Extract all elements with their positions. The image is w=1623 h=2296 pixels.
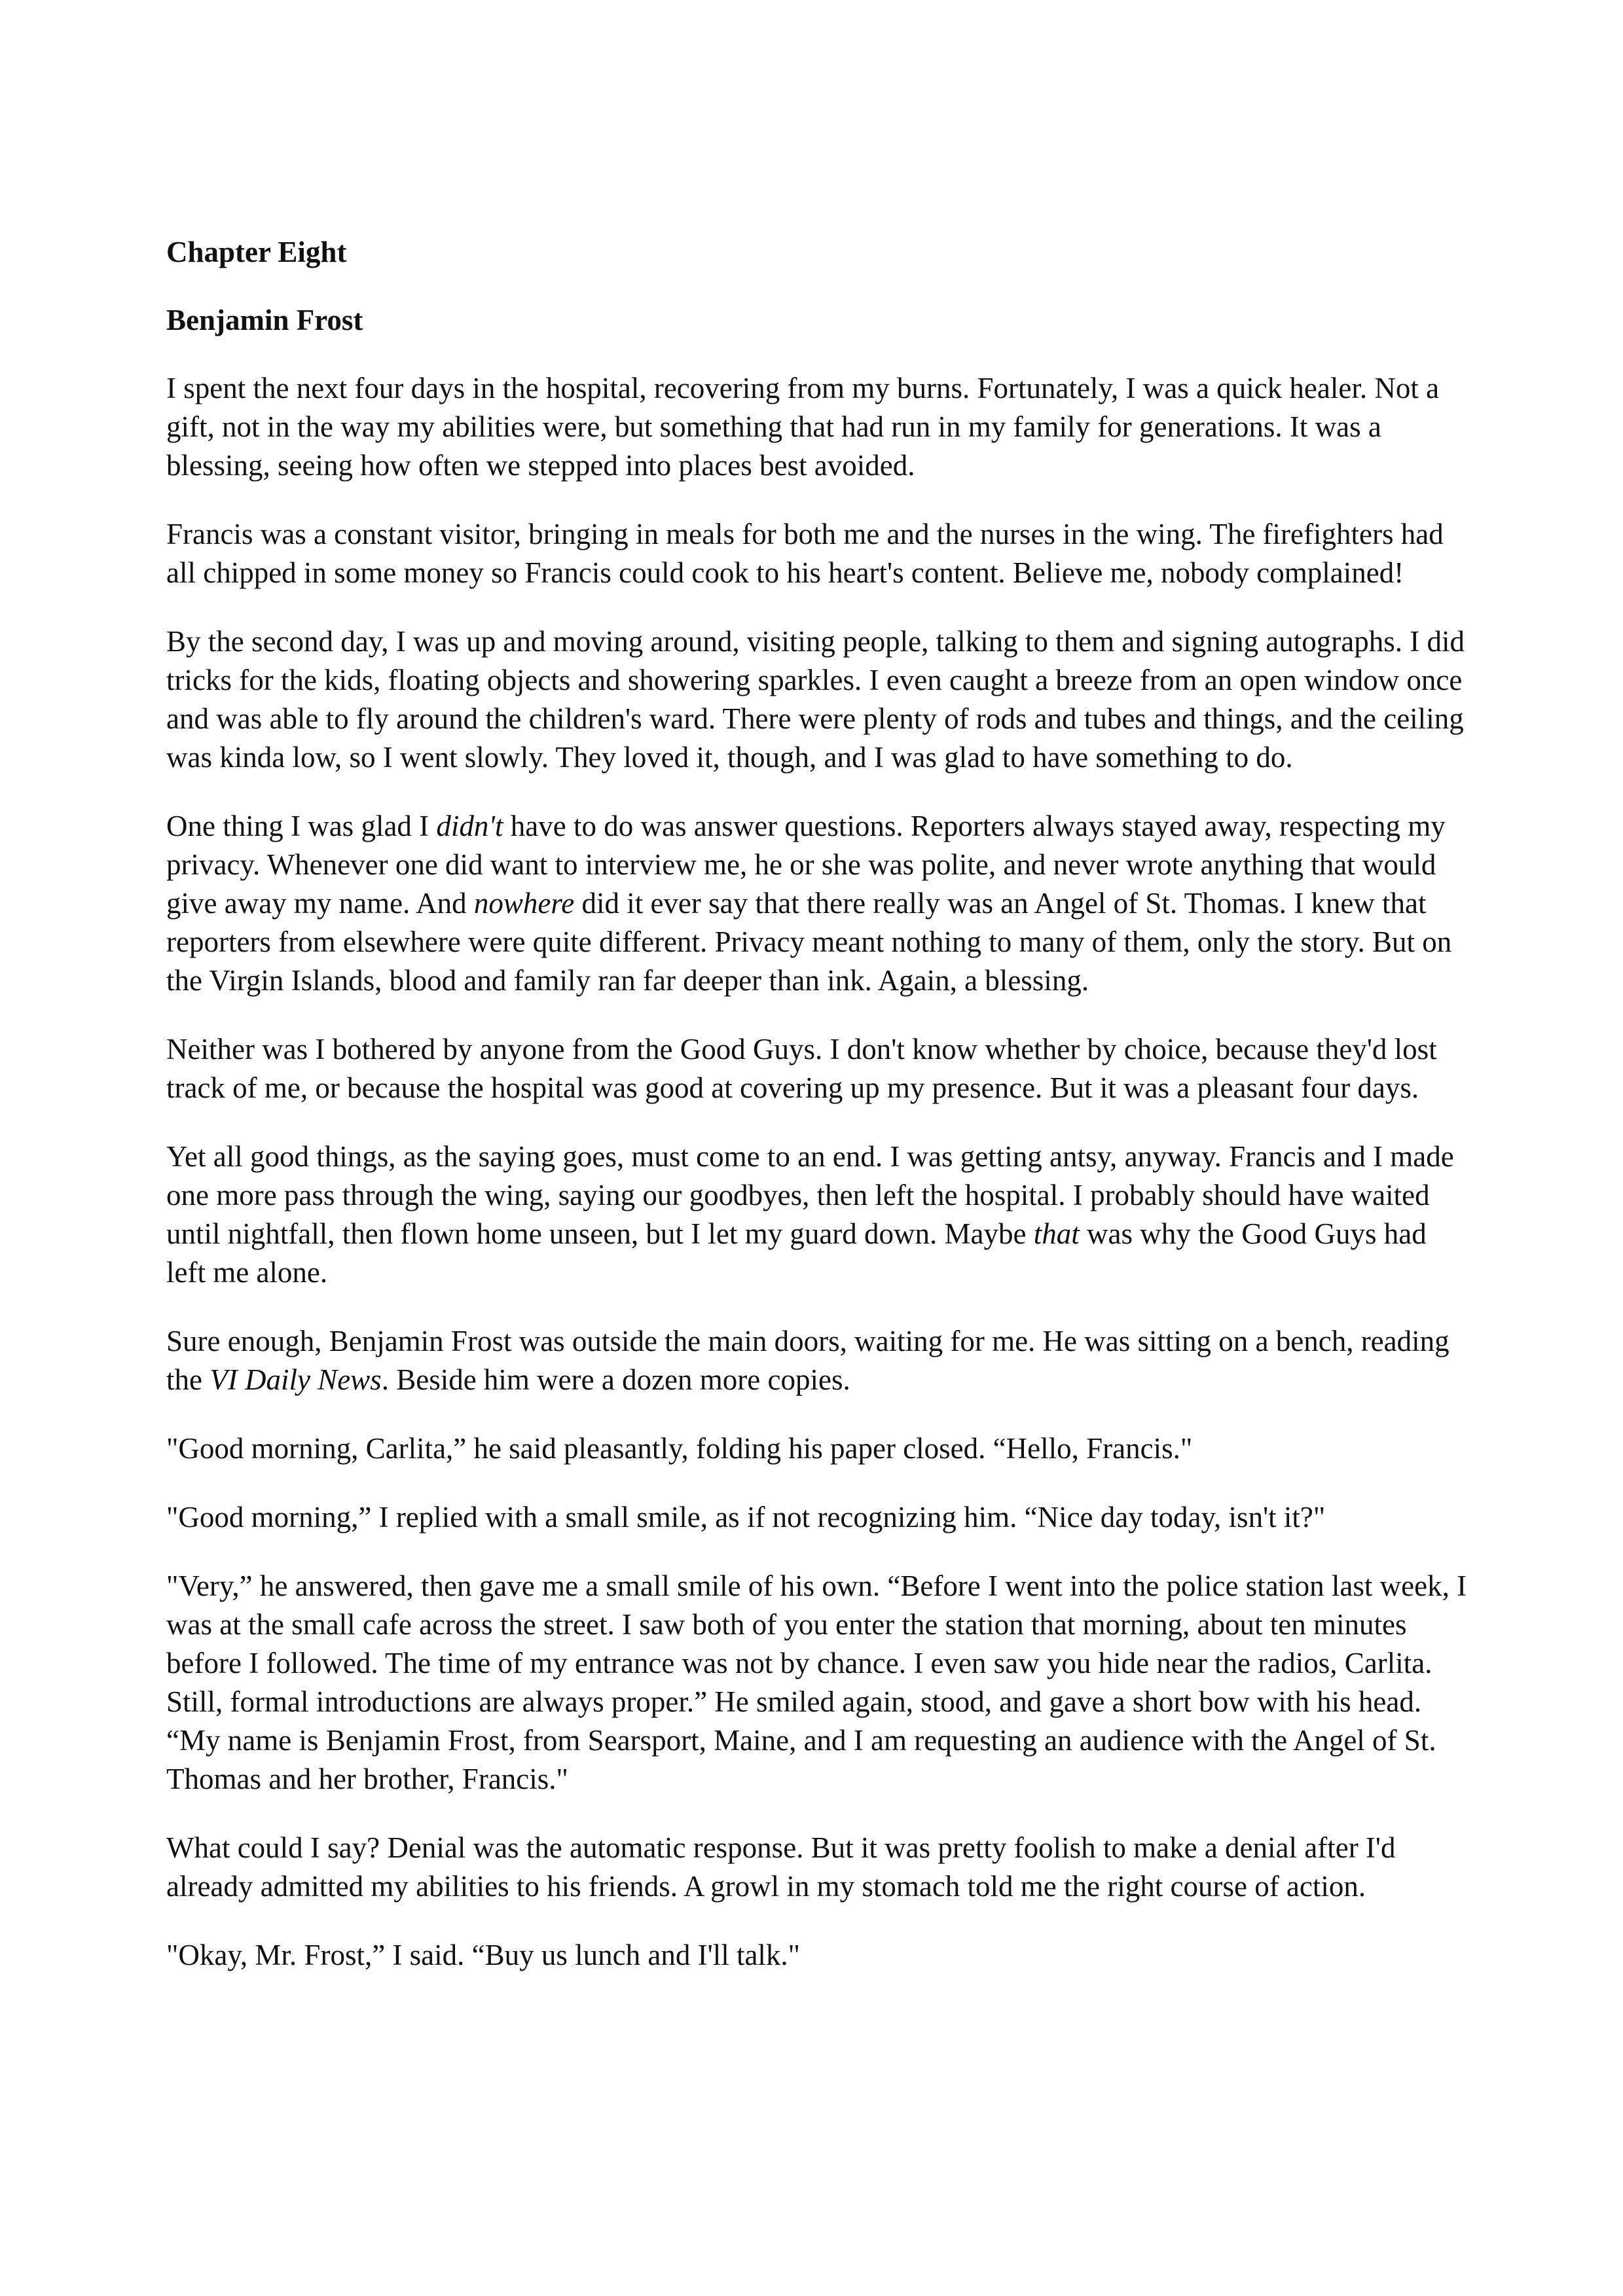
text-run: have to do was answer questions. Reporters always stayed away, respecting my privacy. Whenever one did want to interview me, he or she was polite, and never wrote anything that would give away my name. And	[166, 810, 1446, 920]
text-run: What could I say? Denial was the automatic response. But it was pretty foolish to make a denial after I'd already admitted my abilities to his friends. A growl in my stomach told me the right course of action.	[166, 1831, 1396, 1903]
text-run: "Very,” he answered, then gave me a small smile of his own. “Before I went into the police station last week, I was at the small cafe across the street. I saw both of you enter the station that morning, about ten minutes before I followed. The time of my entrance was not by chance. I even saw you hide near the radios, Carlita. Still, formal introductions are always proper.” He smiled again, stood, and gave a short bow with his head. “My name is Benjamin Frost, from Searsport, Maine, and I am requesting an audience with the Angel of St. Thomas and her brother, Francis."	[166, 1570, 1467, 1795]
body-paragraph	[166, 807, 1469, 1000]
text-run: "Good morning, Carlita,” he said pleasantly, folding his paper closed. “Hello, Francis."	[166, 1432, 1193, 1465]
italic-text: didn't	[436, 810, 503, 842]
body-paragraph	[166, 1936, 1469, 1975]
italic-text: that	[1033, 1217, 1080, 1250]
text-run: By the second day, I was up and moving around, visiting people, talking to them and signing autographs. I did tricks for the kids, floating objects and showering sparkles. I even caught a breeze from an open window once and was able to fly around the children's ward. There were plenty of rods and tubes and things, and the ceiling was kinda low, so I went slowly. They loved it, though, and I was glad to have something to do.	[166, 625, 1465, 774]
text-run: One thing I was glad I	[166, 810, 437, 842]
body-paragraph	[166, 1567, 1469, 1799]
text-run: Francis was a constant visitor, bringing in meals for both me and the nurses in the wing. The firefighters had all chipped in some money so Francis could cook to his heart's content. Believe me, nobody complained!	[166, 518, 1444, 589]
section-title: Benjamin Frost	[166, 304, 363, 336]
body-paragraph	[166, 515, 1469, 592]
body-paragraph	[166, 622, 1469, 777]
text-run: Yet all good things, as the saying goes, must come to an end. I was getting antsy, anyway. Francis and I made one more pass through the wing, saying our goodbyes, then left the hospital. I probably should have waited until nightfall, then flown home unseen, but I let my guard down. Maybe	[166, 1140, 1454, 1250]
italic-text: nowhere	[473, 887, 575, 920]
body-paragraph	[166, 1429, 1469, 1468]
body-paragraph	[166, 1322, 1469, 1399]
body-paragraph	[166, 1138, 1469, 1292]
text-run: was why the Good Guys had left me alone.	[166, 1217, 1427, 1289]
body-paragraph	[166, 369, 1469, 485]
body-paragraph	[166, 1030, 1469, 1107]
chapter-title: Chapter Eight	[166, 236, 347, 268]
text-run: Neither was I bothered by anyone from the Good Guys. I don't know whether by choice, because they'd lost track of me, or because the hospital was good at covering up my presence. But it was a pleasant four days.	[166, 1033, 1437, 1104]
text-run: I spent the next four days in the hospital, recovering from my burns. Fortunately, I was a quick healer. Not a gift, not in the way my abilities were, but something that had run in my family for generations. It was a blessing, seeing how often we stepped into places best avoided.	[166, 372, 1440, 482]
text-run: Sure enough, Benjamin Frost was outside the main doors, waiting for me. He was sitting on a bench, reading the	[166, 1325, 1450, 1396]
body-text	[166, 369, 1469, 1975]
text-run: "Good morning,” I replied with a small smile, as if not recognizing him. “Nice day today, isn't it?"	[166, 1501, 1326, 1534]
body-paragraph	[166, 1829, 1469, 1906]
body-paragraph	[166, 1498, 1469, 1537]
italic-text: VI Daily News	[210, 1363, 382, 1396]
text-run: did it ever say that there really was an Angel of St. Thomas. I knew that reporters from elsewhere were quite different. Privacy meant nothing to many of them, only the story. But on the Virgin Islands, blood and family ran far deeper than ink. Again, a blessing.	[166, 887, 1452, 997]
text-run: . Beside him were a dozen more copies.	[381, 1363, 850, 1396]
document-page	[166, 233, 1469, 1975]
text-run: "Okay, Mr. Frost,” I said. “Buy us lunch and I'll talk."	[166, 1939, 801, 1971]
